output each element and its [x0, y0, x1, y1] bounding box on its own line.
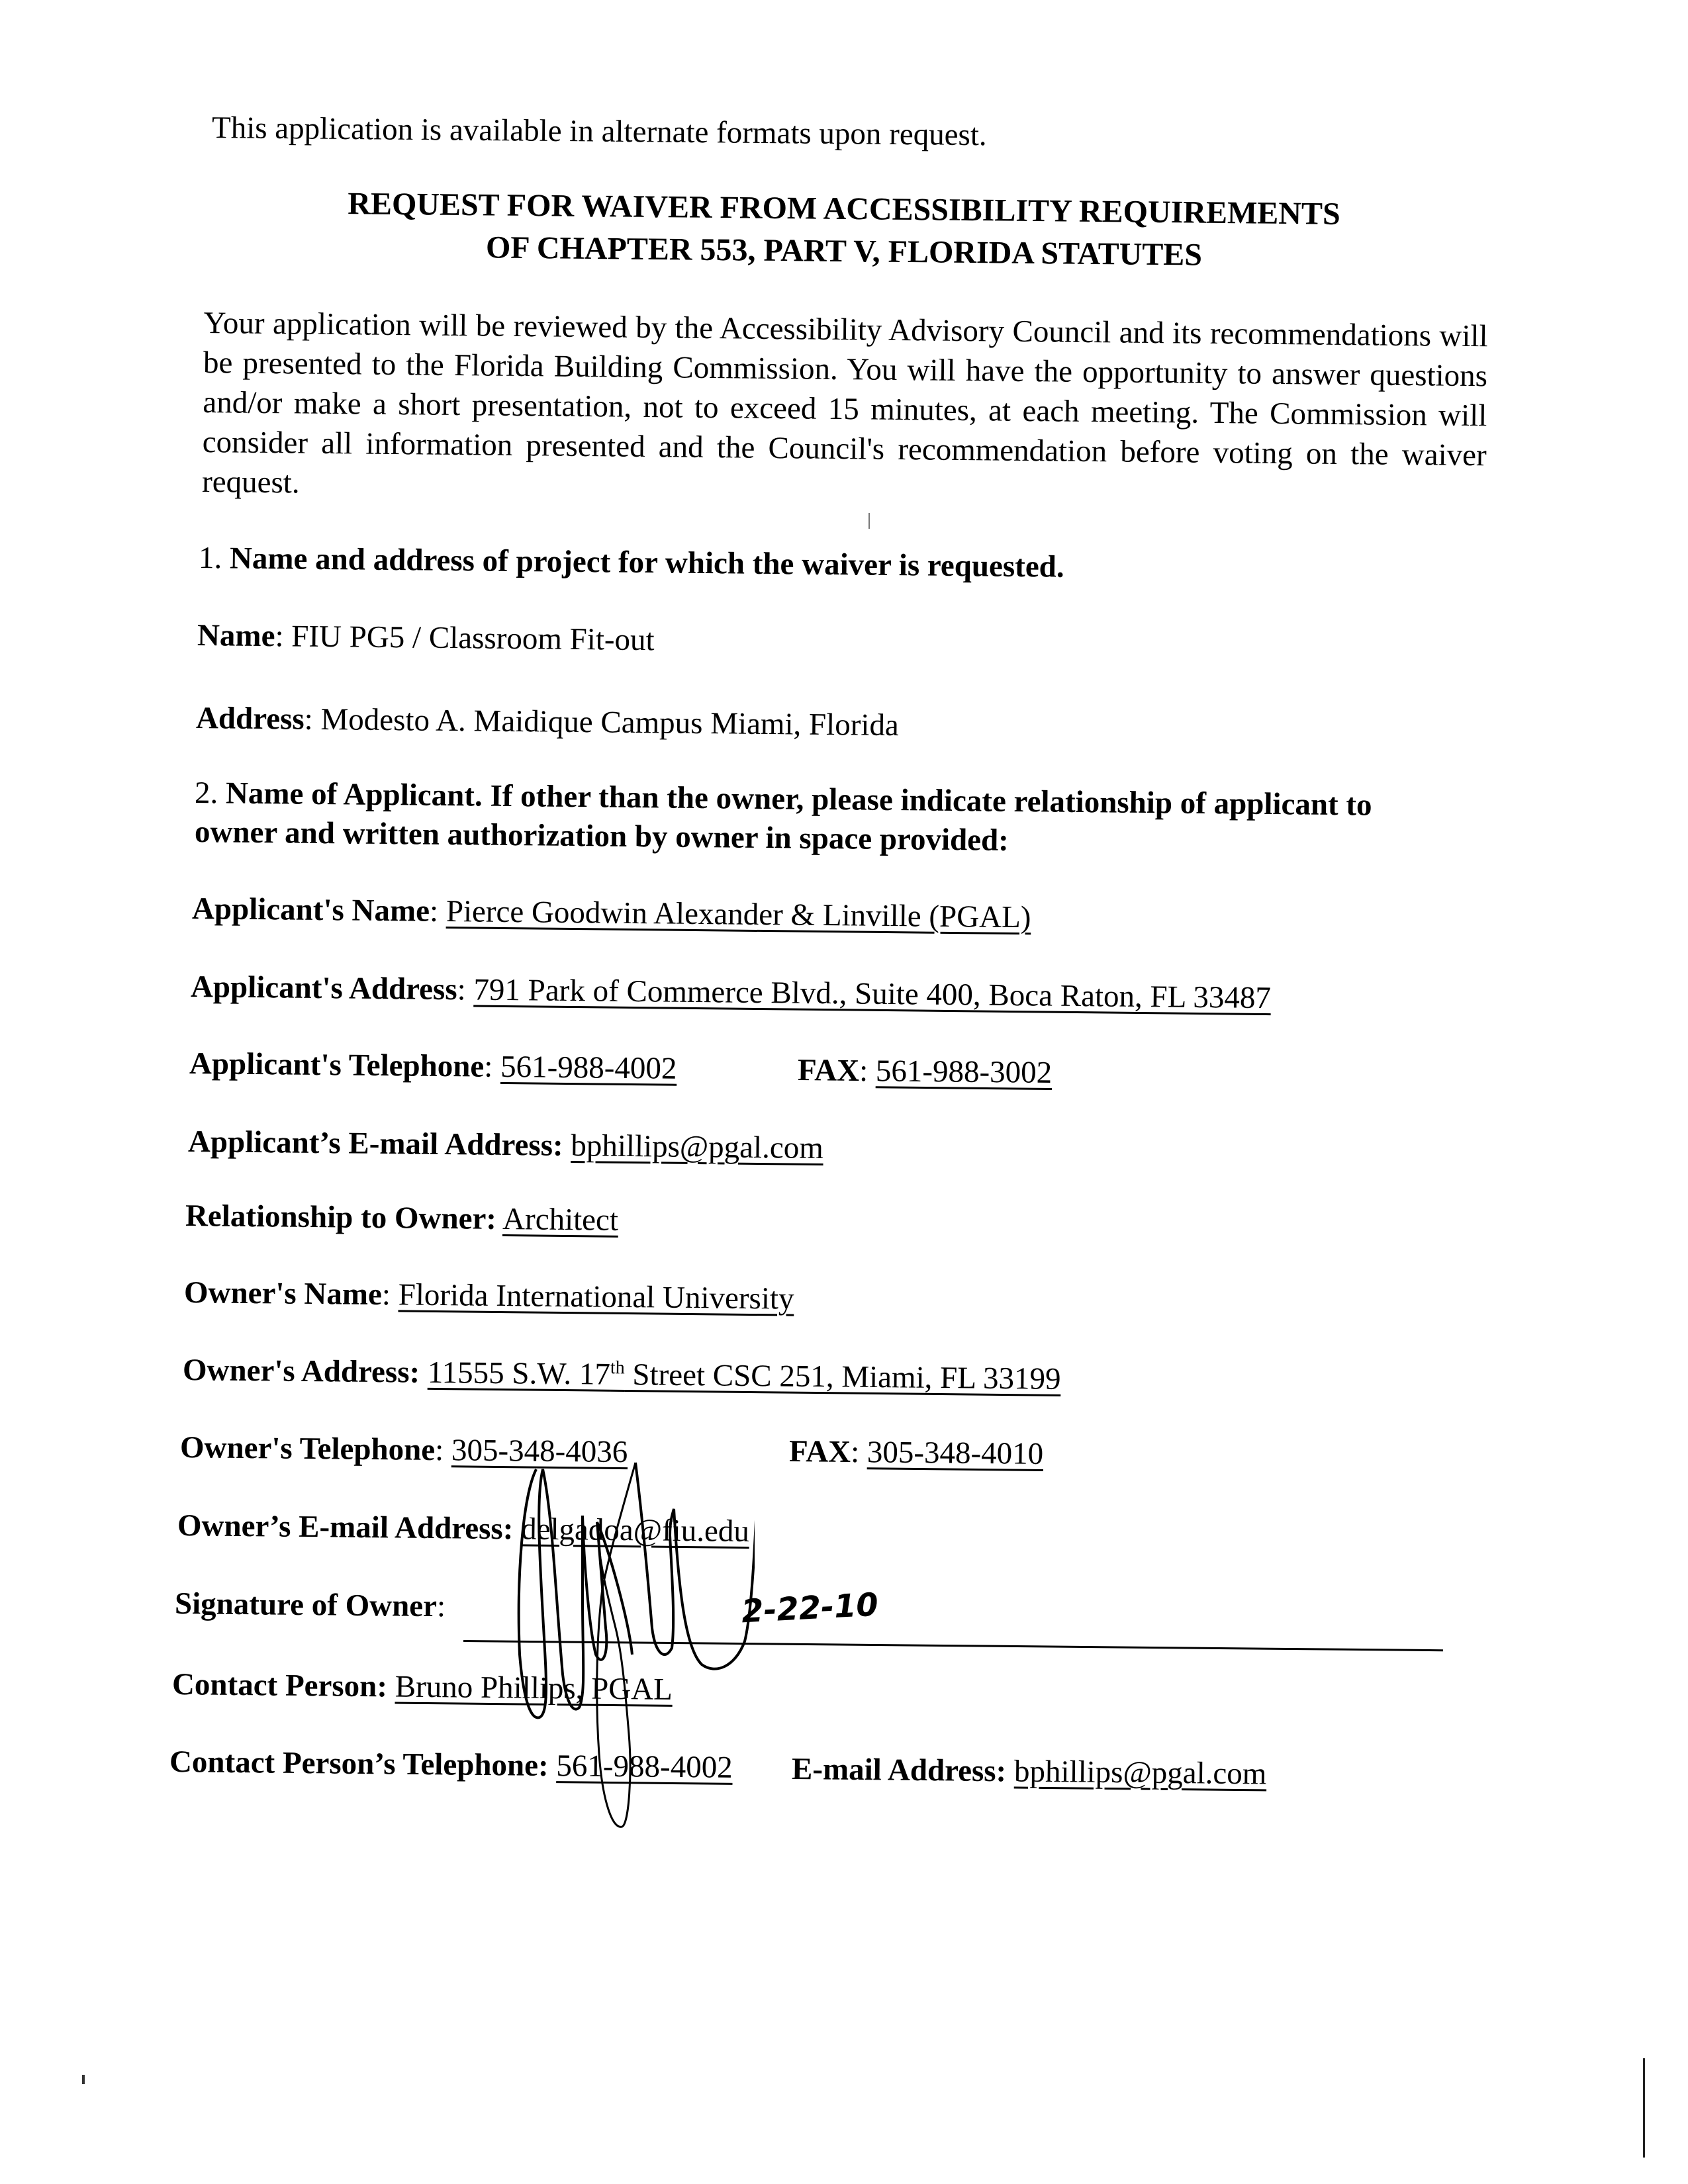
applicant-email-value: bphillips@pgal.com	[571, 1128, 824, 1166]
alternate-formats-notice: This application is available in alternate formats upon request.	[211, 111, 987, 153]
section-1-heading: 1. Name and address of project for which the waiver is requested.	[198, 541, 1064, 584]
section-2-heading-line-2: owner and written authorization by owner in space provided:	[194, 815, 1009, 858]
owner-name-value: Florida International University	[398, 1277, 794, 1316]
contact-telephone-field: Contact Person’s Telephone: 561-988-4002	[169, 1745, 733, 1785]
contact-email-value: bphillips@pgal.com	[1013, 1754, 1267, 1792]
project-address-field: Address: Modesto A. Maidique Campus Miami, Florida	[195, 701, 900, 743]
project-address-value: Modesto A. Maidique Campus Miami, Florida	[320, 702, 900, 743]
project-name-value: FIU PG5 / Classroom Fit-out	[291, 619, 655, 658]
owner-fax-value: 305-348-4010	[867, 1435, 1044, 1472]
scan-mark	[82, 2075, 85, 2084]
project-name-field: Name: FIU PG5 / Classroom Fit-out	[197, 618, 655, 658]
owner-fax-field: FAX: 305-348-4010	[788, 1434, 1044, 1472]
applicant-telephone-value: 561-988-4002	[500, 1049, 677, 1086]
intro-paragraph: Your application will be reviewed by the Accessibility Advisory Council and its recommendations will be presented to the Florida Building Commission. You will have the opportunity to answer questions and/or make a short presentation, not to exceed 15 minutes, at each meeting. The Commission will consider all information presented and the Council's recommendation before voting on the waiver request.	[201, 305, 1488, 500]
contact-person-value: Bruno Phillips, PGAL	[395, 1669, 673, 1707]
owner-address-field: Owner's Address: 11555 S.W. 17th Street CSC 251, Miami, FL 33199	[182, 1353, 1061, 1396]
applicant-name-value: Pierce Goodwin Alexander & Linville (PGAL)	[445, 894, 1031, 935]
owner-email-field: Owner’s E-mail Address: delgadoa@fiu.edu	[177, 1508, 750, 1549]
applicant-fax-field: FAX: 561-988-3002	[797, 1053, 1053, 1091]
owner-email-value: delgadoa@fiu.edu	[520, 1512, 750, 1549]
section-2-heading-line-1: 2. Name of Applicant. If other than the owner, please indicate relationship of applicant to	[194, 776, 1372, 823]
relationship-field: Relationship to Owner: Architect	[185, 1199, 619, 1238]
applicant-fax-value: 561-988-3002	[875, 1054, 1053, 1091]
contact-person-field: Contact Person: Bruno Phillips, PGAL	[171, 1667, 673, 1707]
project-address-label: Address	[195, 701, 305, 737]
applicant-address-value: 791 Park of Commerce Blvd., Suite 400, Boca Raton, FL 33487	[473, 972, 1272, 1016]
contact-email-field: E-mail Address: bphillips@pgal.com	[791, 1752, 1267, 1792]
applicant-telephone-field: Applicant's Telephone: 561-988-4002	[189, 1046, 677, 1086]
relationship-value: Architect	[502, 1202, 619, 1238]
page-edge-mark	[1643, 2058, 1645, 2158]
form-title-line-1: REQUEST FOR WAIVER FROM ACCESSIBILITY REQUIREMENTS	[348, 186, 1340, 232]
owner-address-value: 11555 S.W. 17th Street CSC 251, Miami, FL 33199	[427, 1355, 1061, 1396]
owner-name-field: Owner's Name: Florida International University	[183, 1275, 794, 1316]
applicant-address-field: Applicant's Address: 791 Park of Commerce Blvd., Suite 400, Boca Raton, FL 33487	[190, 970, 1272, 1016]
owner-telephone-value: 305-348-4036	[451, 1433, 628, 1470]
signature-date: 2-22-10	[740, 1586, 880, 1631]
owner-signature-icon	[516, 1456, 755, 1840]
form-title-line-2: OF CHAPTER 553, PART V, FLORIDA STATUTES	[485, 230, 1203, 273]
applicant-email-field: Applicant’s E-mail Address: bphillips@pgal.com	[187, 1124, 824, 1166]
owner-signature-field: Signature of Owner:	[174, 1586, 446, 1624]
applicant-name-field: Applicant's Name: Pierce Goodwin Alexander & Linville (PGAL)	[191, 891, 1031, 935]
owner-telephone-field: Owner's Telephone: 305-348-4036	[179, 1430, 628, 1470]
contact-telephone-value: 561-988-4002	[556, 1749, 733, 1785]
project-name-label: Name	[197, 618, 275, 654]
scan-speck	[868, 513, 870, 529]
